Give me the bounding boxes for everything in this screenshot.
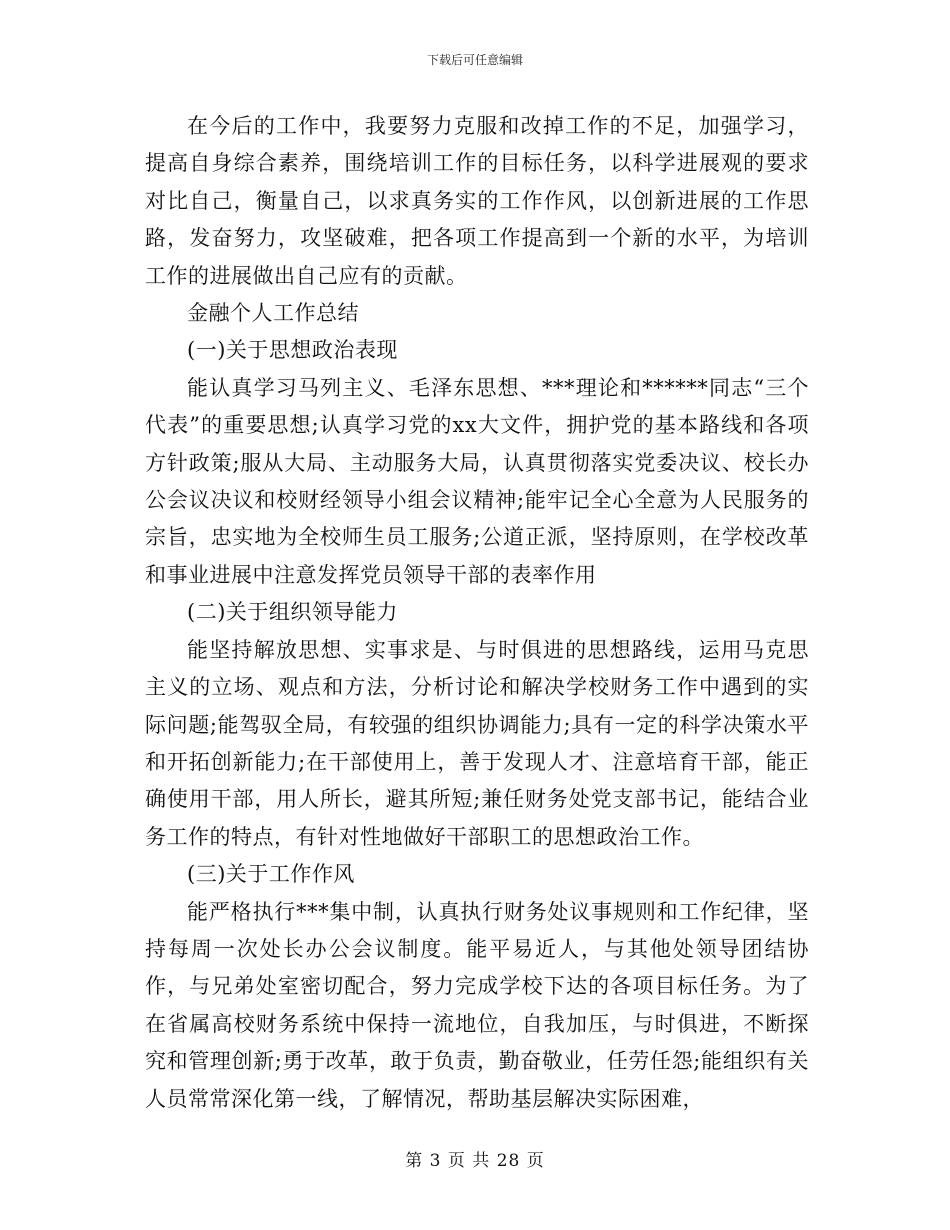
document-body xyxy=(145,108,809,1118)
paragraph-leadership: 能坚持解放思想、实事求是、与时俱进的思想路线，运用马克思主义的立场、观点和方法，分析讨论和解决学校财务工作中遇到的实际问题;能驾驭全局，有较强的组织协调能力;具有一定的科学决策水平和开拓创新能力;在干部使用上，善于发现人才、注意培育干部，能正确使用干部，用人所长，避其所短;兼任财务处党支部书记，能结合业务工作的特点，有针对性地做好干部职工的思想政治工作。 xyxy=(145,637,809,849)
paragraph-political: 能认真学习马列主义、毛泽东思想、***理论和******同志“三个代表”的重要思想;认真学习党的xx大文件，拥护党的基本路线和各项方针政策;服从大局、主动服务大局，认真贯彻落实党委决议、校长办公会议决议和校财经领导小组会议精神;能牢记全心全意为人民服务的宗旨，忠实地为全校师生员工服务;公道正派，坚持原则，在学校改革和事业进展中注意发挥党员领导干部的表率作用 xyxy=(145,375,809,587)
page-footer: 第 3 页 共 28 页 xyxy=(405,1151,545,1171)
heading-leadership: (二)关于组织领导能力 xyxy=(187,600,398,625)
section-title: 金融个人工作总结 xyxy=(187,301,359,326)
paragraph-closing: 在今后的工作中，我要努力克服和改掉工作的不足，加强学习，提高自身综合素养，围绕培训工作的目标任务，以科学进展观的要求对比自己，衡量自己，以求真务实的工作作风，以创新进展的工作思路，发奋努力，攻坚破难，把各项工作提高到一个新的水平，为培训工作的进展做出自己应有的贡献。 xyxy=(145,114,809,288)
page-header: 下载后可任意编辑 xyxy=(426,53,523,67)
heading-work-style: (三)关于工作作风 xyxy=(187,862,355,887)
heading-political: (一)关于思想政治表现 xyxy=(187,338,398,363)
paragraph-work-style: 能严格执行***集中制，认真执行财务处议事规则和工作纪律，坚持每周一次处长办公会议制度。能平易近人，与其他处领导团结协作，与兄弟处室密切配合，努力完成学校下达的各项目标任务。为了在省属高校财务系统中保持一流地位，自我加压，与时俱进，不断探究和管理创新;勇于改革，敢于负责，勤奋敬业，任劳任怨;能组织有关人员常常深化第一线，了解情况，帮助基层解决实际困难， xyxy=(145,899,809,1111)
